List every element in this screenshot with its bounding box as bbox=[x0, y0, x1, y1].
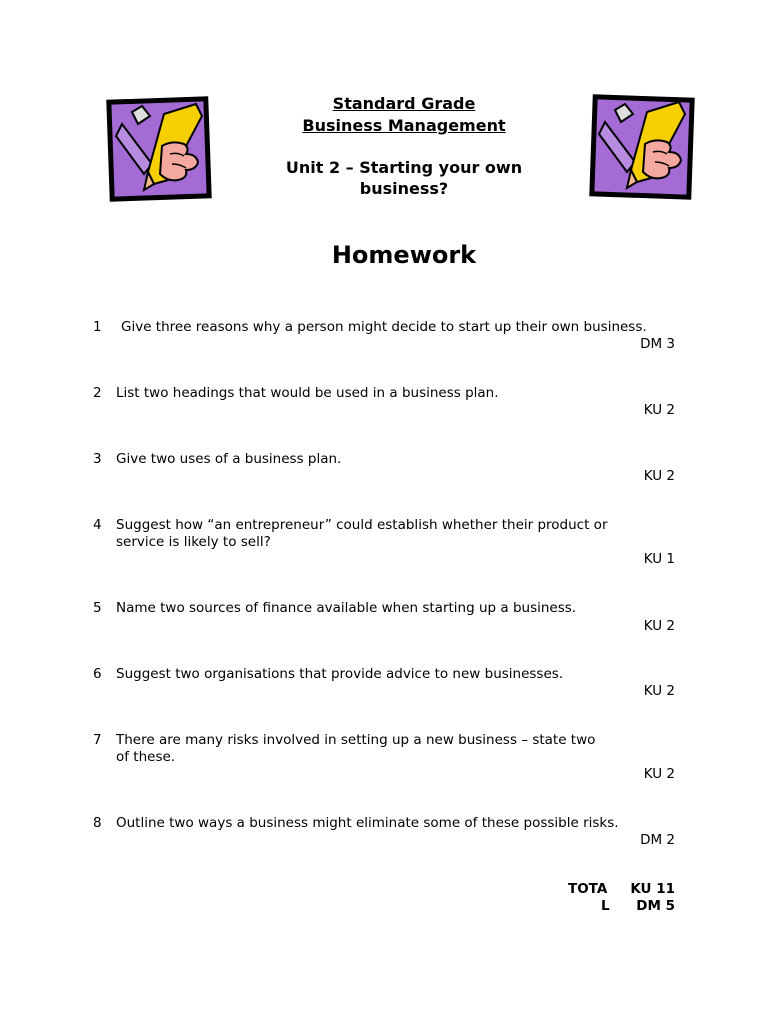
pencil-hand-icon bbox=[104, 94, 214, 204]
total-label-part2: L bbox=[601, 898, 610, 914]
question-4-marks: KU 1 bbox=[643, 551, 675, 567]
question-text bbox=[116, 385, 656, 402]
question-line: List two headings that would be used in a business plan. bbox=[116, 385, 499, 401]
question-number: 4 bbox=[93, 517, 102, 533]
question-text bbox=[116, 517, 656, 551]
question-text bbox=[116, 451, 656, 468]
question-2-marks: KU 2 bbox=[643, 402, 675, 418]
pencil-clipart-right bbox=[587, 92, 697, 202]
total-dm: DM 5 bbox=[636, 898, 675, 914]
question-number: 7 bbox=[93, 732, 102, 748]
question-text bbox=[116, 815, 656, 832]
question-line: Name two sources of finance available when starting up a business. bbox=[116, 600, 577, 616]
page-title: Homework bbox=[331, 241, 477, 269]
question-line: of these. bbox=[116, 749, 176, 765]
question-3-marks: KU 2 bbox=[643, 468, 675, 484]
question-7-marks: KU 2 bbox=[643, 766, 675, 782]
question-text bbox=[116, 666, 656, 683]
question-text bbox=[116, 732, 656, 766]
question-number: 2 bbox=[93, 385, 102, 401]
total-label-part1: TOTA bbox=[568, 881, 608, 897]
question-line: Suggest how “an entrepreneur” could establish whether their product or bbox=[116, 517, 608, 533]
question-6-marks: KU 2 bbox=[643, 683, 675, 699]
course-title: Standard Grade bbox=[332, 94, 476, 113]
question-line: Outline two ways a business might eliminate some of these possible risks. bbox=[116, 815, 619, 831]
unit-heading-line1: Unit 2 – Starting your own bbox=[285, 158, 523, 177]
question-line: Suggest two organisations that provide advice to new businesses. bbox=[116, 666, 564, 682]
question-number: 5 bbox=[93, 600, 102, 616]
course-subtitle: Business Management bbox=[302, 116, 506, 135]
question-line: Give two uses of a business plan. bbox=[116, 451, 342, 467]
total-ku: KU 11 bbox=[630, 881, 675, 897]
question-number: 6 bbox=[93, 666, 102, 682]
question-line: Give three reasons why a person might decide to start up their own business. bbox=[121, 319, 647, 335]
question-8-marks: DM 2 bbox=[640, 832, 675, 848]
question-number: 1 bbox=[93, 319, 102, 335]
question-number: 8 bbox=[93, 815, 102, 831]
pencil-clipart-left bbox=[104, 94, 214, 204]
unit-heading bbox=[240, 157, 568, 199]
question-line: service is likely to sell? bbox=[116, 534, 271, 550]
question-1-marks: DM 3 bbox=[640, 336, 675, 352]
question-text bbox=[116, 600, 656, 617]
pencil-hand-icon bbox=[587, 92, 697, 202]
unit-heading-line2: business? bbox=[359, 179, 449, 198]
question-number: 3 bbox=[93, 451, 102, 467]
question-line: There are many risks involved in setting up a new business – state two bbox=[116, 732, 596, 748]
question-text bbox=[121, 319, 691, 336]
question-5-marks: KU 2 bbox=[643, 618, 675, 634]
